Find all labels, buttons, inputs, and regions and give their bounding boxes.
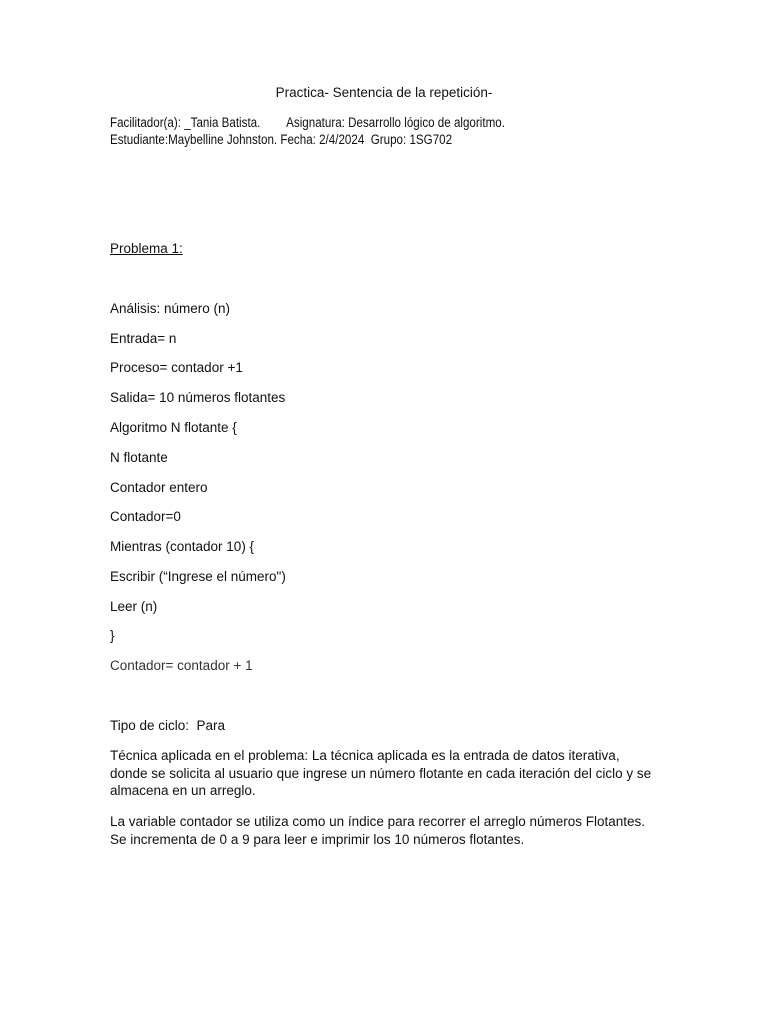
problem-heading: Problema 1: <box>110 241 183 256</box>
code-line: Contador= contador + 1 <box>110 658 253 673</box>
algorithm-line: Algoritmo N flotante { <box>110 420 237 435</box>
code-line: Contador entero <box>110 480 208 495</box>
code-line: } <box>110 628 115 643</box>
code-line: Leer (n) <box>110 599 158 614</box>
header-line-1 <box>110 115 505 130</box>
document-title: Practica- Sentencia de la repetición- <box>275 85 493 100</box>
variable-paragraph: La variable contador se utiliza como un índice para recorrer el arreglo números Flotantes. Se incrementa de 0 a 9 para leer e imprimir los 10 números flotantes. <box>110 814 646 847</box>
analysis-line: Análisis: número (n) <box>110 301 231 316</box>
technique-paragraph: Técnica aplicada en el problema: La técnica aplicada es la entrada de datos iterativa, donde se solicita al usuario que ingrese un número flotante en cada iteración del ciclo y se almacena en un arreglo. <box>110 748 652 798</box>
code-line: N flotante <box>110 450 168 465</box>
code-line: Mientras (contador 10) { <box>110 539 255 554</box>
code-line: Escribir (“Ingrese el número") <box>110 569 286 584</box>
student-line: Estudiante:Maybelline Johnston. Fecha: 2/4/2024 Grupo: 1SG702 <box>110 132 453 147</box>
asignatura-text: Asignatura: Desarrollo lógico de algoritmo. <box>286 115 505 130</box>
code-line: Contador=0 <box>110 509 181 524</box>
cycle-type-line: Tipo de ciclo: Para <box>110 718 226 733</box>
output-line: Salida= 10 números flotantes <box>110 390 286 405</box>
process-line: Proceso= contador +1 <box>110 360 243 375</box>
facilitador-text: Facilitador(a): _Tania Batista. <box>110 115 261 130</box>
input-line: Entrada= n <box>110 331 177 346</box>
